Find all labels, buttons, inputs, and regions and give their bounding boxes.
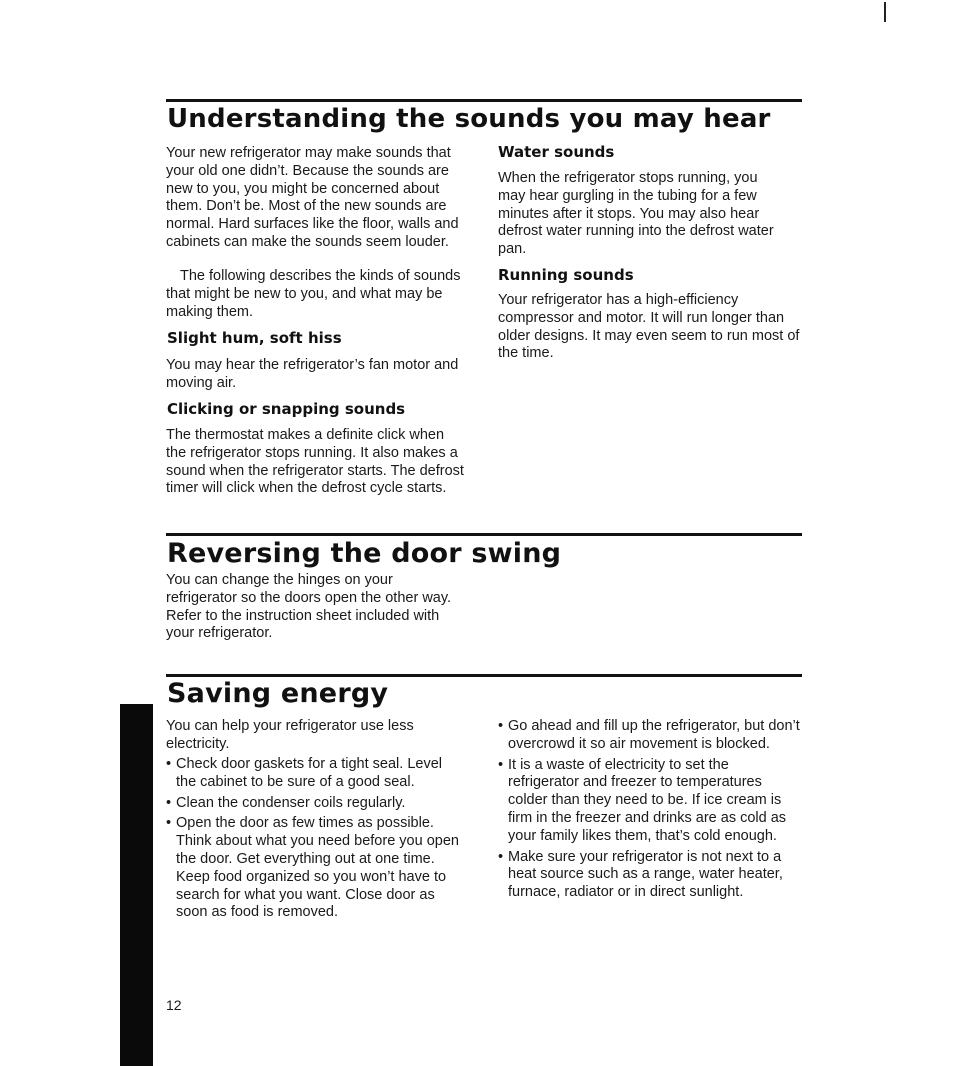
- sounds-intro-2: The following describes the kinds of sounds that might be new to you, and what may be making them.: [166, 268, 461, 320]
- section-rule: [166, 99, 802, 102]
- list-item: • Check door gaskets for a tight seal. Level the cabinet to be sure of a good seal.: [166, 756, 464, 792]
- section-rule: [166, 674, 802, 677]
- page-number: 12: [166, 997, 182, 1013]
- section-title-saving-energy: Saving energy: [167, 678, 389, 709]
- list-item: • It is a waste of electricity to set the refrigerator and freezer to temperatures colder than they need to be. If ice cream is firm in the freezer and drinks are as cold as your family likes them, that’s cold enough.: [498, 757, 803, 846]
- energy-tips-left: [166, 756, 464, 925]
- heading-slight-hum: Slight hum, soft hiss: [167, 329, 342, 347]
- energy-tips-right: [498, 718, 803, 905]
- section-rule: [166, 533, 802, 536]
- section-title-door-swing: Reversing the door swing: [167, 538, 562, 569]
- chapter-tab-bar: [120, 704, 153, 1066]
- water-text: When the refrigerator stops running, you may hear gurgling in the tubing for a few minutes after it stops. You may also hear defrost water running into the defrost water pan.: [498, 170, 774, 258]
- door-swing-text: You can change the hinges on your refrigerator so the doors open the other way. Refer to the instruction sheet included with your refrigerator.: [166, 572, 452, 642]
- list-item: • Open the door as few times as possible. Think about what you need before you open the door. Get everything out at one time. Keep food organized so you won’t have to search for what you want. Close door as soon as food is removed.: [166, 815, 464, 922]
- heading-clicking: Clicking or snapping sounds: [167, 400, 406, 418]
- clicking-text: The thermostat makes a definite click when the refrigerator stops running. It also makes a sound when the refrigerator starts. The defrost timer will click when the defrost cycle starts.: [166, 427, 464, 497]
- heading-running: Running sounds: [498, 266, 634, 284]
- list-item: • Go ahead and fill up the refrigerator, but don’t overcrowd it so air movement is blocked.: [498, 718, 803, 754]
- sounds-intro: Your new refrigerator may make sounds that your old one didn’t. Because the sounds are new to you, you might be concerned about them. Don’t be. Most of the new sounds are normal. Hard surfaces like the floor, walls and cabinets can make the sounds seem louder.: [166, 145, 459, 250]
- list-item: • Make sure your refrigerator is not next to a heat source such as a range, water heater, furnace, radiator or in direct sunlight.: [498, 849, 803, 902]
- section-title-sounds: Understanding the sounds you may hear: [167, 104, 771, 134]
- heading-water: Water sounds: [498, 143, 615, 161]
- running-text: Your refrigerator has a high-efficiency compressor and motor. It will run longer than older designs. It may even seem to run most of the time.: [498, 292, 800, 362]
- slight-hum-text: You may hear the refrigerator’s fan motor and moving air.: [166, 357, 459, 391]
- energy-intro: You can help your refrigerator use less electricity.: [166, 718, 414, 752]
- list-item: • Clean the condenser coils regularly.: [166, 795, 464, 813]
- margin-mark: [884, 2, 886, 22]
